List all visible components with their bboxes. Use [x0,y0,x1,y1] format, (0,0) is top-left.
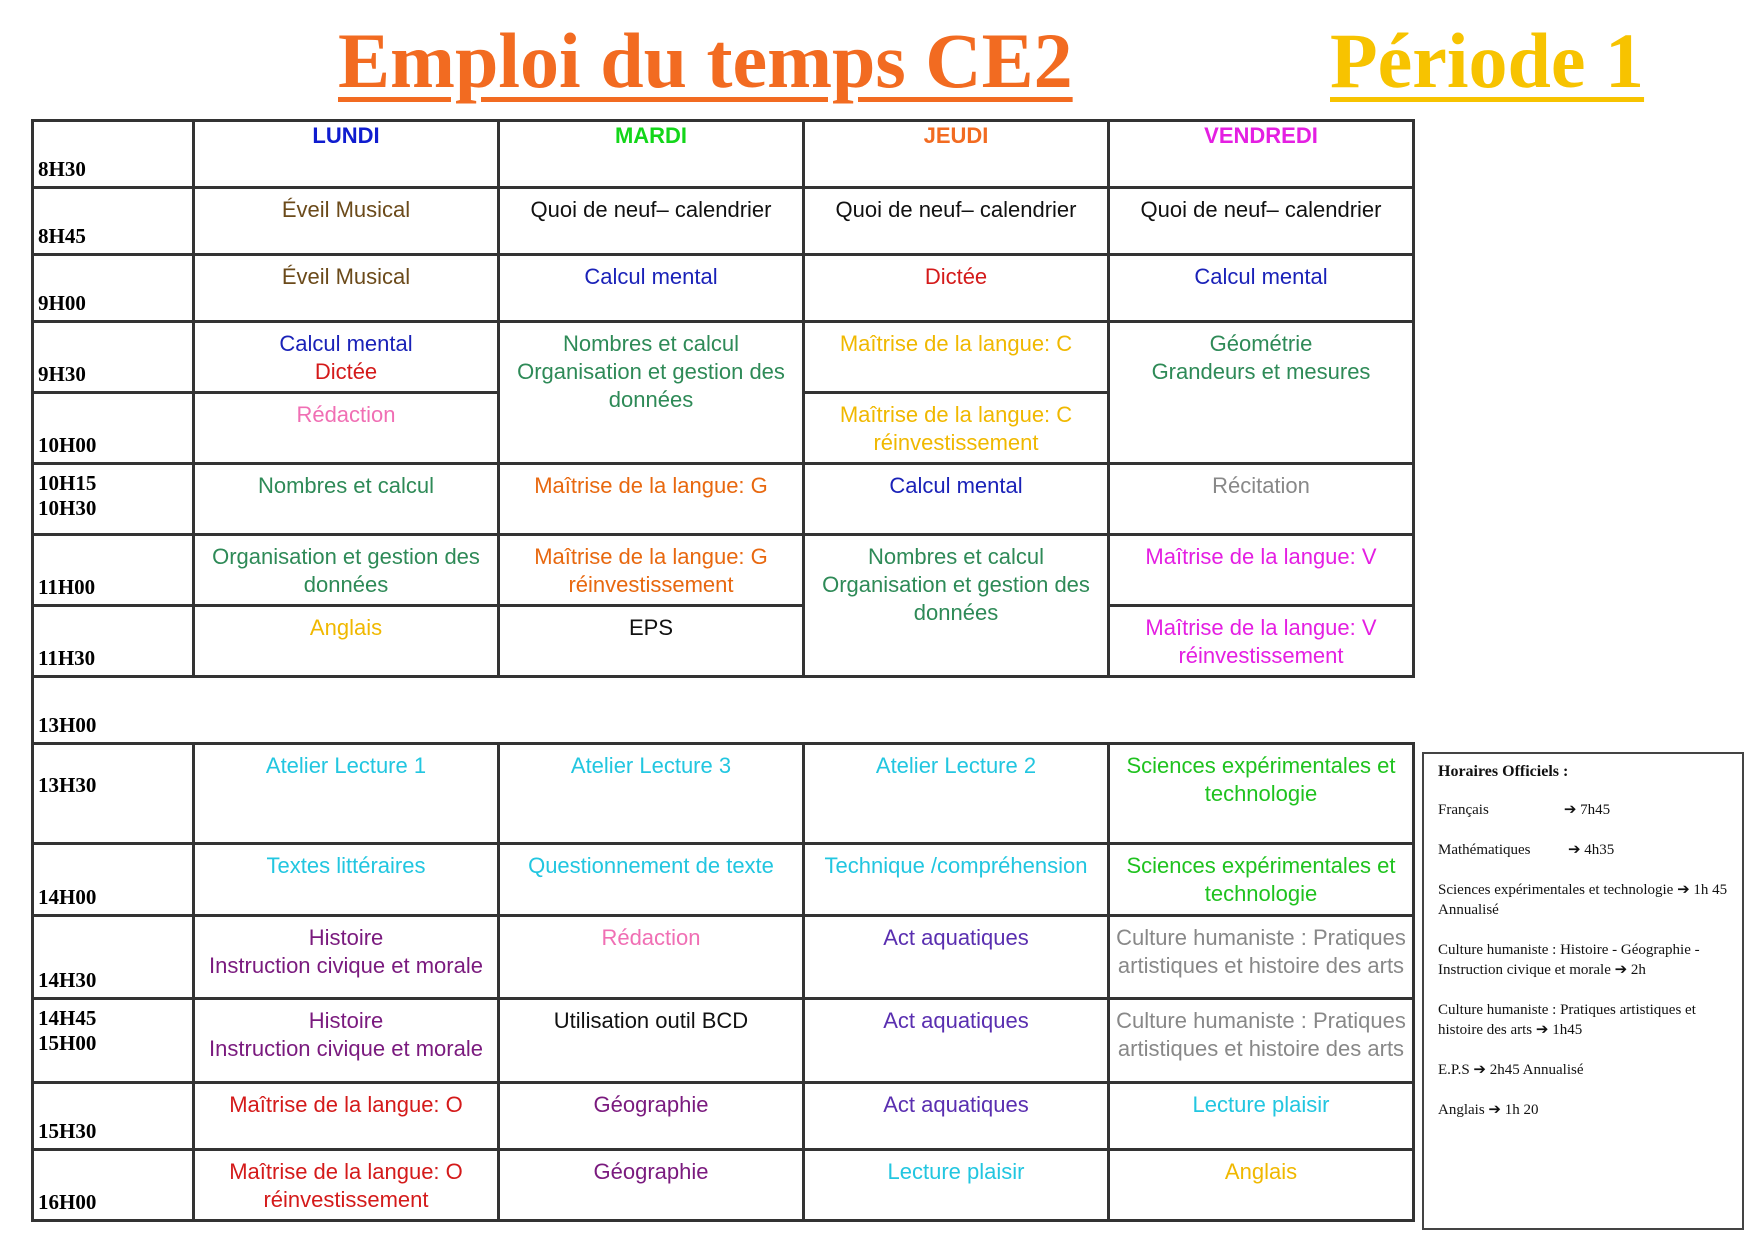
time-label: 14H30 [33,916,194,999]
slot-lundi-1400: Textes littéraires [194,844,499,916]
time-label: 10H15 10H30 [33,464,194,535]
legend-item: Français ➔ 7h45 [1438,802,1611,818]
slot-mardi-1100: Maîtrise de la langue: G réinvestissement [499,535,804,606]
day-header-mardi: MARDI [499,121,804,188]
slot-mardi-1400: Questionnement de texte [499,844,804,916]
slot-mardi-1600: Géographie [499,1150,804,1221]
slot-jeudi-0845: Quoi de neuf– calendrier [804,188,1109,255]
period-title: Période 1 [1330,17,1645,104]
time-label: 9H00 [33,255,194,322]
slot-jeudi-1530: Act aquatiques [804,1083,1109,1150]
legend-item: Culture humaniste : Histoire - Géographie - Instruction civique et morale ➔ 2h [1438,942,1700,978]
slot-lundi-0900: Éveil Musical [194,255,499,322]
slot-lundi-1130: Anglais [194,606,499,677]
slot-jeudi-1430: Act aquatiques [804,916,1109,999]
legend-item: Mathématiques ➔ 4h35 [1438,842,1615,858]
day-header-vendredi: VENDREDI [1109,121,1414,188]
slot-mardi-1430: Rédaction [499,916,804,999]
slot-jeudi-1500: Act aquatiques [804,999,1109,1083]
slot-lundi-0930: Calcul mental Dictée [194,322,499,393]
time-label: 9H30 [33,322,194,393]
legend-item: Culture humaniste : Pratiques artistiques et histoire des arts ➔ 1h45 [1438,1002,1696,1038]
slot-mardi-1030: Maîtrise de la langue: G [499,464,804,535]
time-label: 11H30 [33,606,194,677]
time-label: 14H00 [33,844,194,916]
slot-vendredi-0900: Calcul mental [1109,255,1414,322]
slot-vendredi-1030: Récitation [1109,464,1414,535]
slot-lundi-1030: Nombres et calcul [194,464,499,535]
legend-item: E.P.S ➔ 2h45 Annualisé [1438,1062,1584,1078]
slot-vendredi-1400: Sciences expérimentales et technologie [1109,844,1414,916]
legend-item: Anglais ➔ 1h 20 [1438,1102,1539,1118]
legend-title: Horaires Officiels : [1438,763,1569,780]
slot-lundi-1600: Maîtrise de la langue: O réinvestissement [194,1150,499,1221]
time-label: 14H45 15H00 [33,999,194,1083]
time-label: 13H00 [33,677,194,744]
slot-vendredi-1600: Anglais [1109,1150,1414,1221]
slot-mardi-0930: Nombres et calcul Organisation et gestion des données [499,322,804,464]
slot-lundi-0845: Éveil Musical [194,188,499,255]
slot-mardi-1500: Utilisation outil BCD [499,999,804,1083]
timetable [31,119,1415,1222]
slot-vendredi-1130: Maîtrise de la langue: V réinvestissement [1109,606,1414,677]
lunch-break [194,677,1414,744]
slot-vendredi-1100: Maîtrise de la langue: V [1109,535,1414,606]
slot-jeudi-0930: Maîtrise de la langue: C [804,322,1109,393]
time-label: 10H00 [33,393,194,464]
slot-jeudi-1400: Technique /compréhension [804,844,1109,916]
slot-jeudi-1330: Atelier Lecture 2 [804,744,1109,844]
time-label: 8H30 [33,121,194,188]
time-label: 11H00 [33,535,194,606]
time-label: 16H00 [33,1150,194,1221]
slot-mardi-1330: Atelier Lecture 3 [499,744,804,844]
time-label: 13H30 [33,744,194,844]
slot-mardi-1530: Géographie [499,1083,804,1150]
slot-vendredi-1500: Culture humaniste : Pratiques artistiques et histoire des arts [1109,999,1414,1083]
slot-lundi-1000: Rédaction [194,393,499,464]
slot-vendredi-1430: Culture humaniste : Pratiques artistiques et histoire des arts [1109,916,1414,999]
official-hours-box [1422,752,1744,1230]
day-header-jeudi: JEUDI [804,121,1109,188]
time-label: 15H30 [33,1083,194,1150]
time-label: 8H45 [33,188,194,255]
slot-vendredi-0845: Quoi de neuf– calendrier [1109,188,1414,255]
slot-vendredi-1530: Lecture plaisir [1109,1083,1414,1150]
slot-mardi-1130: EPS [499,606,804,677]
day-header-lundi: LUNDI [194,121,499,188]
slot-jeudi-1100: Nombres et calcul Organisation et gestion des données [804,535,1109,677]
page-title: Emploi du temps CE2 [338,17,1073,104]
slot-vendredi-1330: Sciences expérimentales et technologie [1109,744,1414,844]
slot-vendredi-0930: Géométrie Grandeurs et mesures [1109,322,1414,464]
slot-mardi-0845: Quoi de neuf– calendrier [499,188,804,255]
slot-jeudi-1030: Calcul mental [804,464,1109,535]
slot-jeudi-0900: Dictée [804,255,1109,322]
slot-mardi-0900: Calcul mental [499,255,804,322]
slot-jeudi-1000: Maîtrise de la langue: C réinvestissement [804,393,1109,464]
slot-lundi-1530: Maîtrise de la langue: O [194,1083,499,1150]
slot-jeudi-1600: Lecture plaisir [804,1150,1109,1221]
slot-lundi-1100: Organisation et gestion des données [194,535,499,606]
slot-lundi-1500: Histoire Instruction civique et morale [194,999,499,1083]
legend-item: Sciences expérimentales et technologie ➔ 1h 45 Annualisé [1438,882,1728,918]
slot-lundi-1330: Atelier Lecture 1 [194,744,499,844]
slot-lundi-1430: Histoire Instruction civique et morale [194,916,499,999]
